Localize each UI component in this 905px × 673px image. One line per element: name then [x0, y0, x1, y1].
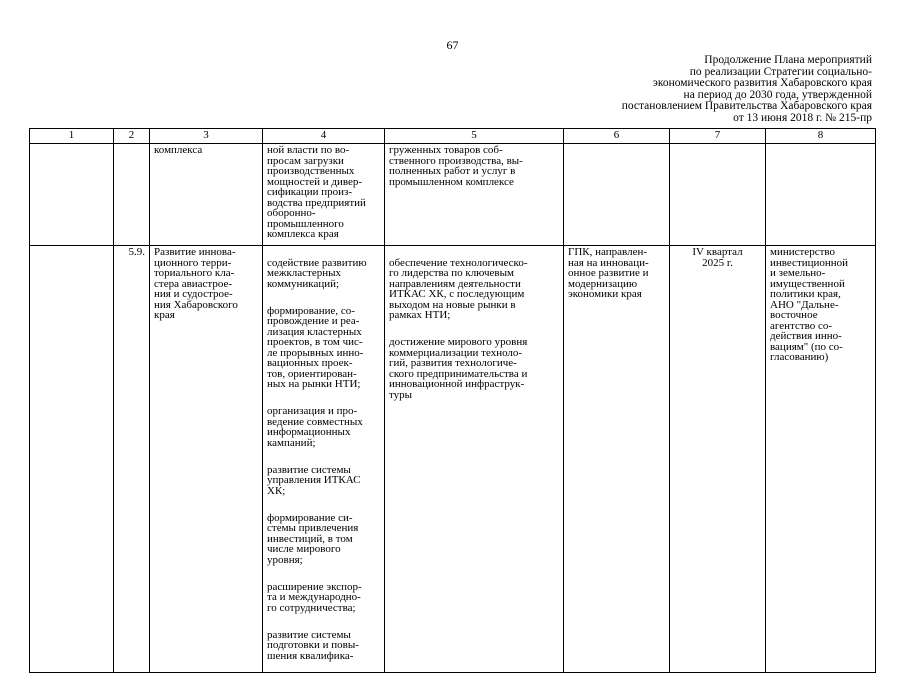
result-item: обеспечение технологическо- го лидерства по ключевым направлениям деятельности ИТКАС ХК, с последующим выходом на новые рынки в рамках НТИ;	[389, 256, 528, 321]
cell-program: ГПК, направлен- ная на инноваци- онное развитие и модернизацию экономики края	[564, 246, 670, 673]
cell-empty	[114, 144, 150, 246]
column-numbers-row	[30, 129, 876, 144]
column-number: 5	[385, 129, 564, 144]
column-number: 2	[114, 129, 150, 144]
header-line: по реализации Стратегии социально-	[689, 65, 872, 78]
cell-item-number: 5.9.	[114, 246, 150, 673]
activity-item: развитие системы управления ИТКАС ХК;	[267, 463, 361, 497]
activity-item: формирование, со- провождение и реа- лизация кластерных проектов, в том чис- ле прорывных инно- вационных проек- тов, ориентирован- ных на рынки НТИ;	[267, 304, 364, 390]
column-number: 8	[766, 129, 876, 144]
header-line: постановлением Правительства Хабаровского края	[621, 100, 872, 112]
plan-table	[29, 128, 876, 673]
cell-empty	[766, 144, 876, 246]
activity-item: организация и про- ведение совместных информационных кампаний;	[267, 405, 363, 449]
cell-empty	[30, 144, 114, 246]
table-row-5-9	[30, 246, 876, 673]
cell-task-continued: комплекса	[150, 144, 263, 246]
cell-results-continued: груженных товаров соб- ственного производства, вы- полненных работ и услуг в промышленном комплексе	[385, 144, 564, 246]
cell-empty	[30, 246, 114, 673]
result-item: достижение мирового уровня коммерциализации техноло- гий, развития технологиче- ского предпринимательства и инновационной инфраструк- туры	[389, 336, 528, 401]
table-row-continued	[30, 144, 876, 246]
cell-empty	[564, 144, 670, 246]
header-line: от 13 июня 2018 г. № 215-пр	[733, 111, 872, 124]
cell-responsible: министерство инвестиционной и земельно- имущественной политики края, АНО "Дальне- восточное агентство со- действия инно- вациям" (по со- гласованию)	[766, 246, 876, 673]
activity-item: содействие развитию межкластерных коммуникаций;	[267, 256, 367, 290]
column-number: 7	[670, 129, 766, 144]
column-number: 1	[30, 129, 114, 144]
header-line: Продолжение Плана мероприятий	[704, 54, 872, 66]
column-number: 3	[150, 129, 263, 144]
column-number: 4	[263, 129, 385, 144]
header-line: на период до 2030 года, утвержденной	[683, 88, 872, 101]
cell-results	[385, 246, 564, 673]
cell-activities-continued: ной власти по во- просам загрузки производственных мощностей и дивер- сификации произ- водства предприятий оборонно- промышленного комплекса края	[263, 144, 385, 246]
page-number: 67	[446, 38, 459, 52]
activity-item: развитие системы подготовки и повы- шения квалифика-	[267, 628, 359, 662]
activity-item: расширение экспор- та и международно- го сотрудничества;	[267, 580, 362, 614]
activity-item: формирование си- стемы привлечения инвестиций, в том числе мирового уровня;	[267, 511, 359, 566]
document-header	[622, 55, 872, 124]
column-number: 6	[564, 129, 670, 144]
cell-deadline: IV квартал 2025 г.	[670, 246, 766, 673]
cell-empty	[670, 144, 766, 246]
cell-task: Развитие иннова- ционного терри- ториального кла- стера авиастрое- ния и судострое- ния Хабаровского края	[150, 246, 263, 673]
header-line: экономического развития Хабаровского края	[652, 77, 872, 89]
cell-activities	[263, 246, 385, 673]
